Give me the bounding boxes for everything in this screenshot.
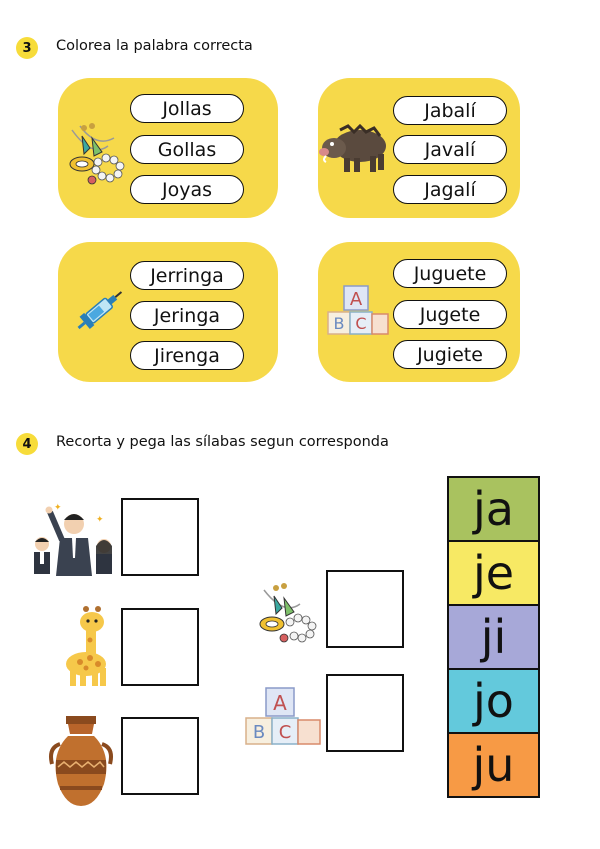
answer-box-toy[interactable] [326, 674, 404, 752]
boss-businessman-icon [28, 500, 120, 578]
block-letter-b: B [333, 314, 345, 333]
jewelry-necklace-icon [62, 118, 130, 190]
syringe-icon [72, 284, 128, 336]
syllable-je[interactable]: je [449, 542, 538, 606]
option-javali[interactable]: Javalí [393, 135, 507, 164]
option-juguete[interactable]: Juguete [393, 259, 507, 288]
option-jollas[interactable]: Jollas [130, 94, 244, 123]
option-jerringa[interactable]: Jerringa [130, 261, 244, 290]
answer-box-jewelry[interactable] [326, 570, 404, 648]
syllable-ji[interactable]: ji [449, 606, 538, 670]
answer-box-boss[interactable] [121, 498, 199, 576]
block-letter-a2: A [273, 691, 287, 715]
syllable-ju[interactable]: ju [449, 734, 538, 796]
giraffe-icon [56, 606, 116, 690]
option-joyas[interactable]: Joyas [130, 175, 244, 204]
block-letter-a1: A [349, 289, 363, 310]
clay-jar-icon [46, 714, 116, 808]
svg-text:✦: ✦ [54, 503, 62, 513]
option-jugiete[interactable]: Jugiete [393, 340, 507, 369]
block-letter-c: C [355, 314, 367, 333]
option-jagali[interactable]: Jagalí [393, 175, 507, 204]
toy-blocks-icon-2 [244, 686, 324, 748]
syllable-ja[interactable]: ja [449, 478, 538, 542]
syllable-cutout-strip [447, 476, 540, 798]
option-gollas[interactable]: Gollas [130, 135, 244, 164]
block-letter-b2: B [252, 722, 266, 743]
section-number-3: 3 [16, 37, 38, 59]
wild-boar-icon [318, 120, 392, 178]
syllable-jo[interactable]: jo [449, 670, 538, 734]
section-3-instruction: Colorea la palabra correcta [56, 38, 253, 54]
jewelry-necklace-icon-2 [254, 580, 320, 644]
svg-text:✦: ✦ [96, 515, 104, 525]
answer-box-giraffe[interactable] [121, 608, 199, 686]
section-number-4: 4 [16, 433, 38, 455]
block-letter-c2: C [278, 722, 292, 743]
toy-blocks-icon [326, 284, 390, 336]
section-4-instruction: Recorta y pega las sílabas segun corresponda [56, 434, 389, 450]
option-jirenga[interactable]: Jirenga [130, 341, 244, 370]
option-jugete[interactable]: Jugete [393, 300, 507, 329]
answer-box-jar[interactable] [121, 717, 199, 795]
option-jabali[interactable]: Jabalí [393, 96, 507, 125]
option-jeringa[interactable]: Jeringa [130, 301, 244, 330]
